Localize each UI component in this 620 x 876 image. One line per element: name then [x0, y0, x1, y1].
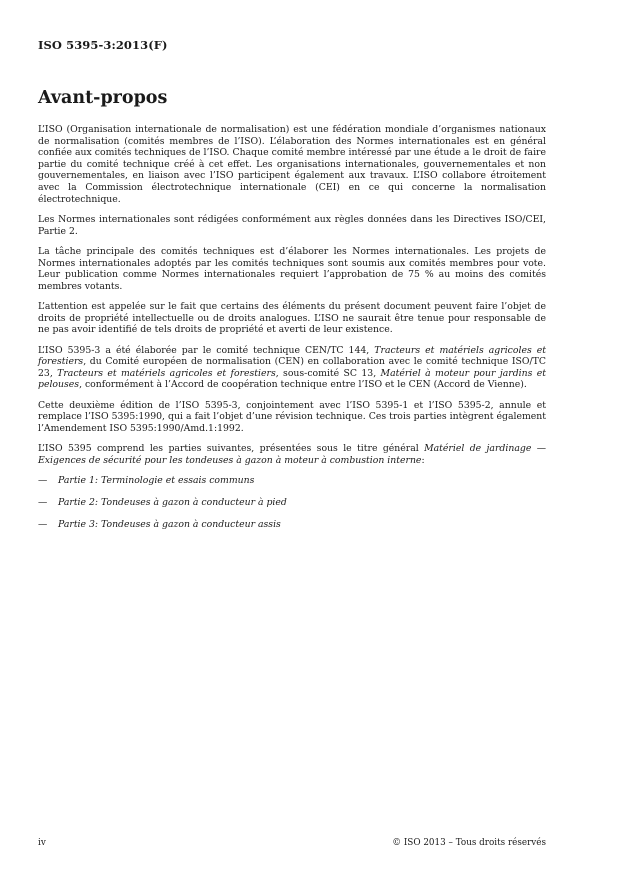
text-segment: L’ISO 5395 comprend les parties suivantes, présentées sous le titre général: [38, 443, 425, 455]
committee-name-iso: Tracteurs et matériels agricoles et forestiers: [57, 367, 276, 379]
text-segment: L’ISO 5395-3 a été élaborée par le comité technique CEN/TC 144,: [38, 344, 375, 356]
text-segment: , conformément à l’Accord de coopération technique entre l’ISO et le CEN (Accord de Vienne).: [79, 379, 527, 391]
list-item: [38, 497, 546, 509]
foreword-body: [38, 124, 546, 541]
part-title: Partie 1: Terminologie et essais communs: [58, 475, 255, 487]
section-title: Avant-propos: [38, 88, 168, 108]
dash-bullet: —: [38, 475, 48, 487]
subcommittee-name: Matériel à moteur pour jardins et pelouses: [38, 367, 546, 391]
page-number: iv: [38, 838, 46, 848]
list-item: [38, 519, 546, 531]
paragraph-edition: Cette deuxième édition de l’ISO 5395-3, conjointement avec l’ISO 5395-1 et l’ISO 5395-2, annule et remplace l’ISO 5395:1990, qui a fait l’objet d’une révision technique. Ces trois parties intègrent également l’Amendement ISO 5395:1990/Amd.1:1992.: [38, 399, 546, 435]
paragraph-preparation: [38, 345, 546, 391]
text-segment: , du Comité européen de normalisation (CEN) en collaboration avec le comité technique ISO/TC 23,: [38, 356, 546, 379]
general-title: Matériel de jardinage — Exigences de sécurité pour les tondeuses à gazon à moteur à combustion interne: [38, 443, 546, 467]
parts-list: [38, 475, 546, 531]
part-title: Partie 2: Tondeuses à gazon à conducteur à pied: [58, 497, 287, 509]
paragraph-iso-intro: L’ISO (Organisation internationale de normalisation) est une fédération mondiale d’organismes nationaux de normalisation (comités membres de l’ISO). L’élaboration des Normes internationales est en général confiée aux comités techniques de l’ISO. Chaque comité membre intéressé par une étude a le droit de faire partie du comité technique créé à cet effet. Les organisations internationales, gouvernementales et non gouvernementales, en liaison avec l’ISO participent également aux travaux. L’ISO collabore étroitement avec la Commission électrotechnique internationale (CEI) en ce qui concerne la normalisation électrotechnique.: [38, 124, 546, 205]
paragraph-directives: Les Normes internationales sont rédigées conformément aux règles données dans les Directives ISO/CEI, Partie 2.: [38, 213, 546, 237]
dash-bullet: —: [38, 519, 48, 531]
text-segment: :: [421, 455, 425, 467]
paragraph-parts-intro: [38, 443, 546, 466]
text-segment: , sous-comité SC 13,: [275, 367, 381, 379]
copyright-notice: © ISO 2013 – Tous droits réservés: [392, 838, 546, 848]
paragraph-patent-rights: L’attention est appelée sur le fait que certains des éléments du présent document peuvent faire l’objet de droits de propriété intellectuelle ou de droits analogues. L’ISO ne saurait être tenue pour responsable de ne pas avoir identifié de tels droits de propriété et averti de leur existence.: [38, 301, 546, 336]
document-id: ISO 5395-3:2013(F): [38, 38, 168, 52]
committee-name-cen: Tracteurs et matériels agricoles et forestiers: [38, 344, 546, 368]
list-item: [38, 475, 546, 487]
dash-bullet: —: [38, 497, 48, 509]
paragraph-technical-committees: La tâche principale des comités techniques est d’élaborer les Normes internationales. Les projets de Normes internationales adoptés par les comités techniques sont soumis aux comités membres pour vote. Leur publication comme Normes internationales requiert l’approbation de 75 % au moins des comités membres votants.: [38, 245, 546, 292]
part-title: Partie 3: Tondeuses à gazon à conducteur assis: [58, 519, 281, 531]
